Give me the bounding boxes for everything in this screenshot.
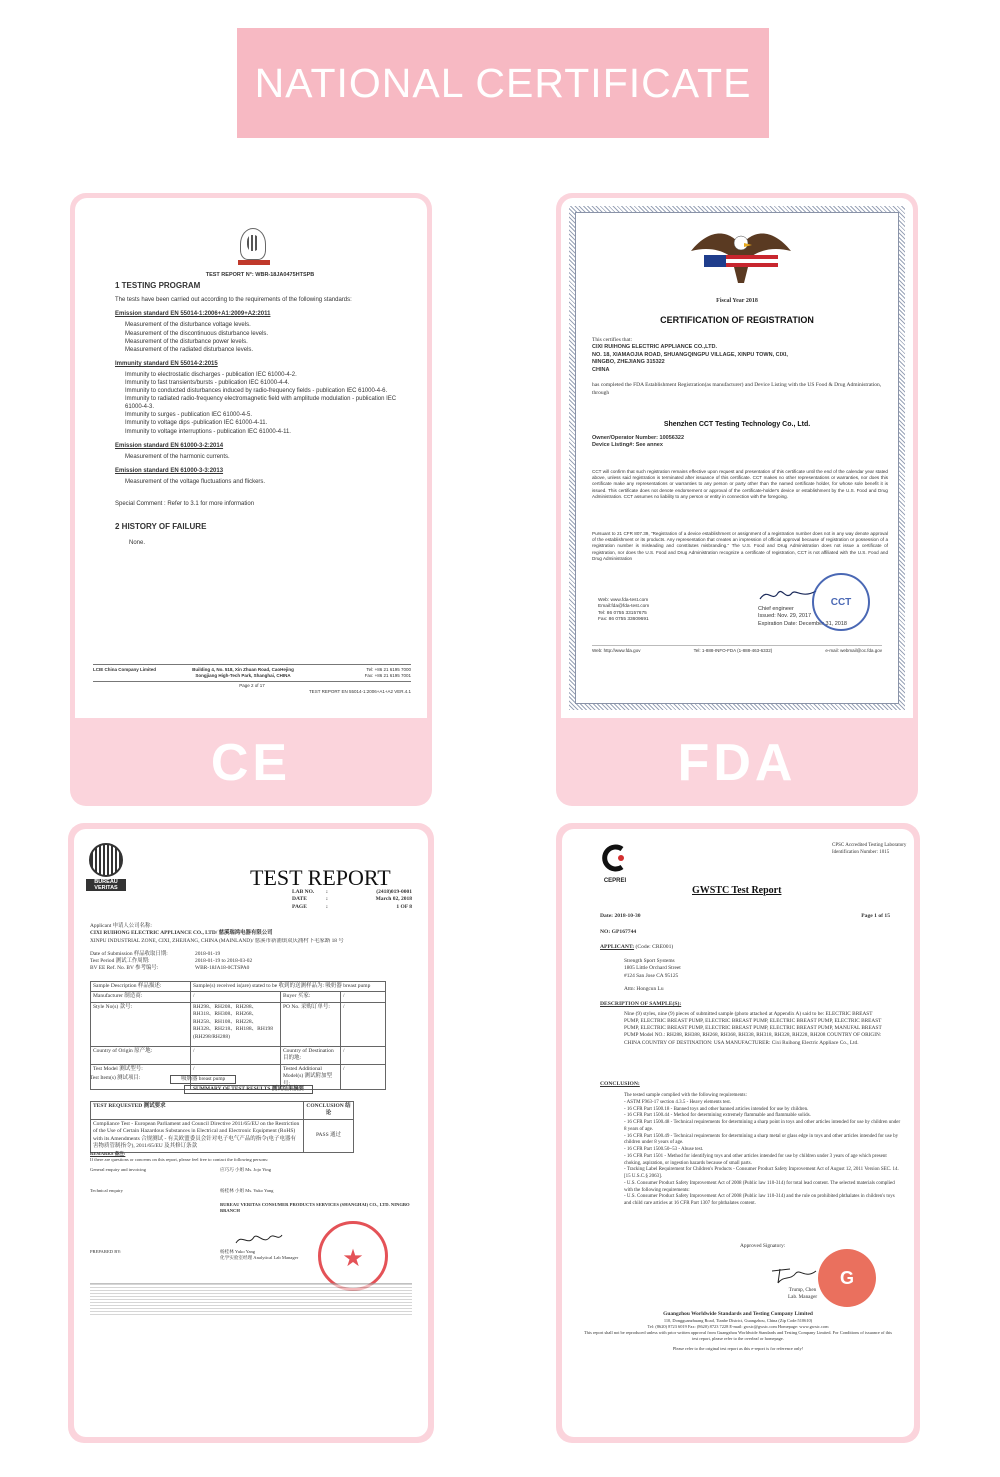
ce-footer-tel: Tel: +86 21 6195 7000 [366,667,411,672]
fda-web: Web: www.fda-test.com [598,598,649,603]
list-item: - 16 CFR Part 1500.18 - Banned toys and other banned articles intended for use by children. [624,1106,809,1112]
fda-address-2: NINGBO, ZHEJIANG 315322 [592,359,665,366]
list-item: - 16 CFR Part 1501 - Method for identifying toys and other articles intended for use by children under 3 years of age which present choking, aspiration, or ingestion hazards because of small parts. [624,1153,887,1166]
list-item: Measurement of the discontinuous disturbance levels. [125,330,269,337]
bv-logo-top: BUREAU [86,879,126,885]
ce-footer-ref: TEST REPORT EN 55014-1:2006+A1+A2 VER.4.1 [308,689,411,695]
list-item: Immunity to voltage dips -publication IEC 61000-4-11. [125,420,268,427]
ce-none: None. [129,539,146,546]
gwstc-signature-icon [770,1265,820,1285]
fda-footer-tel: Tel: 1-888-INFO-FDA (1-888-463-6332) [693,648,773,653]
bv-items-label: Test Item(s) 测试项目: [90,1075,141,1081]
ce-std2-list [125,371,405,436]
ce-report-no: TEST REPORT N°: WBR-18JA0475HTSPB [205,272,315,278]
ce-footer-fax: Fax: +86 21 6195 7001 [364,673,411,679]
fda-email: Email:fda@fda-test.com [598,604,650,610]
ce-intro: The tests have been carried out according to the requirements of the following standards: [115,297,352,304]
gwstc-accredited: CPSC Accredited Testing Laboratory Identification Number: 1015 [832,843,907,855]
bv-summary: SUMMARY OF TEST RESULTS 测试结果摘要 [184,1085,313,1094]
bv-footer-fineprint [90,1283,412,1317]
bv-prepared: PREPARED BY: [90,1249,122,1254]
bv-general: General enquiry and invoicing [90,1167,146,1173]
gwstc-conclusion: The tested sample complied with the following requirements: - ASTM F963-17 section 4.3.5 - Heavy elements test. - 16 CFR Part 1500.18 - Banned toys and other banned articles intended for use by children. - 16 CFR Part 1500.44 - Method for determining extremely flammable and flammable solids. - 16 CFR Part 1500.48 - Technical requirements for determining a sharp point in toys and other articles intended for use by children under 8 years of age. - 16 CFR Part 1500.49 - Technical requirements for determining a sharp metal or glass edge in toys and other articles intended for use by children under 8 years of age. - 16 CFR Part 1500.50~53 - Abuse test. - 16 CFR Part 1501 - Method for identifying toys and other articles intended for use by children under 3 years of age which present choking, aspiration, or ingestion hazards because of small parts. - Tracking Label Requirement for Children's Products - Consumer Product Safety Improvement Act of August 12, 2011 Version SEC. 14. [15 U.S.C.§ 2063]. - U.S. Consumer Product Safety Improvement Act of 2008 (Public law 110-314) for total lead content. The selected materials complied with the following requirements: - U.S. Consumer Product Safety Improvement Act of 2008 (Public law 110-314) and the rule on prohibited phthalates in children's toys and child care articles at 16 CFR Part 1307 for phthalates content. [624,1093,901,1206]
ce-footer-page: Page 2 of 17 [239,683,265,689]
list-item: Immunity to electrostatic discharges - publication IEC 61000-4-2. [125,371,297,378]
ceprei-logo-text: CEPREI [603,878,627,884]
gwstc-desc: Nine (9) styles, nine (9) pieces of submitted sample (photo attached at Appendix A) said to be: ELECTRIC BREAST PUMP, ELECTRIC BREAST PUMP, ELECTRIC BREAST PUMP, ELECTRIC BREAST PUMP, ELECTRIC BREAST PUMP, ELECTRIC BREAST PUMP, ELECTRIC BREAST PUMP, ELECTRIC BREAST PUMP, MANUFAL BREAST PUMP Model NO.: RH288, RH388, RH268, RH368, RH338, RH318, RH328, RH228, RH208 COUNTRY OF ORIGIN: CHINA COUNTRY OF DESTINATION: USA MANUFACTURER: Cixi Ruihong Electric Appliace Co., Ltd. [624,1011,882,1046]
gwstc-page: Page 1 of 15 [861,913,890,919]
list-item: - 16 CFR Part 1500.50~53 - Abuse test. [624,1147,704,1152]
bv-ref: WBR-18JA18-0CTSPA0 [195,965,250,972]
bv-document: BUREAU VERITAS TEST REPORT LAB NO. : (2418)019-0001 DATE : March 02, 2018 PAGE : 1 OF 8 Applicant 申请人公司名称: CIXI RUIHONG ELECTRIC APPLIANCE CO., LTD/ 慈溪瑞鸿电器有限公司 XINPU INDUSTRIAL ZONE, CIXI, ZHEJIANG, CHINA (MAINLAND)/ 慈溪市新浦镇双庆浦村下毛家路 18 号 Date of Submission 样品收取日期: 2018-01-19 Test Period 测试工作周期: 2018-01-19 to 2018-03-02 BV EE Ref. No. BV 参考编号: WBR-18JA18-0CTSPA0 Sample Description 样品描述: Sample(s) received is(are) stated to be 收到的送测样品为: 吸奶器 breast pump Manufacturer 制造商: / Buyer 买家: / Style No(s) 款号: RH298、RH208、RH288、RH318、RH308、RH268、RH258、RH108、RH228、RH328、RH218、RH188、RH198 (RH298/RH288) PO No. 采购订单号: / Country of Origin 原产地: / Country of Destination 目的地: / Test Model 测试型号: / Tested Additional Model(s) 测试附加型号: / Test Item(s) 测试项目: 吸奶器 breast pump SUMMARY OF TEST RESULTS 测试结果摘要 TEST REQUESTED 测试要求 CONCLUSION 结论 Compliance Test - European Parliament and Council Directive 2011/65/EU on the Restriction of the Use of Certain Hazardous Substances in Electrical and Electronic Equipment (RoHS) with its Amendments 合规测试 - 有关欧盟委员会针对电子电气产品的指令(电子电器有害物质管制指令), 2011/65/EU 及其修订条款 PASS 通过 REMARKS 备注: If there are questions or concerns on this report, please feel free to contact the following persons: General enquiry and invoicing Technical enquiry 应巧巧 小姐 Ms. Jojo Ying 杨桂林 小姐 Ms. Yuko Yang BUREAU VERITAS CONSUMER PRODUCTS SERVICES (SHANGHAI) CO., LTD. NINGBO BRANCH PREPARED BY: 杨桂林 Yuko Yang 化学实验室经理 Analytical Lab Manager ★ [74,829,428,1437]
fda-certificate-card [556,193,918,806]
ce-std4: Emission standard EN 61000-3-3:2013 [115,467,224,474]
list-item: - 16 CFR Part 1500.49 - Technical requirements for determining a sharp metal or glass edge in toys and other articles intended for use by children under 8 years of age. [624,1133,899,1146]
gwstc-stamp: G [818,1249,876,1307]
gwstc-applicant-label: APPLICANT: [600,944,635,950]
fda-footer-mail: e-mail: webmail@oc.fda.gov [825,648,882,653]
fda-owner-number: Owner/Operator Number: 10056322 [592,435,685,441]
fda-issued: Issued: Nov. 29, 2017 [758,613,812,620]
bv-contact-1: 应巧巧 小姐 Ms. Jojo Ying [220,1167,272,1173]
gwstc-footer-note-2: Please refer to the original test report as this e-report is for reference only! [672,1346,804,1352]
cct-stamp [812,573,870,631]
lcie-logo-icon [240,228,266,260]
fda-certifies: This certifies that: [592,337,633,343]
list-item: Measurement of the radiated disturbance levels. [125,346,254,353]
ce-footer [93,664,411,695]
bv-period: 2018-01-19 to 2018-03-02 [195,958,253,965]
fda-contact [598,598,649,624]
list-item: Measurement of the disturbance voltage levels. [125,322,251,329]
gwstc-footer-company: Guangzhou Worldwide Standards and Testing Company Limited [663,1311,813,1317]
bv-applicant: CIXI RUIHONG ELECTRIC APPLIANCE CO., LTD/ 慈溪瑞鸿电器有限公司 [90,930,273,937]
list-item: Measurement of the disturbance power levels. [125,338,248,345]
gwstc-footer-tel: Tel: (8620) 8723 6019 Fax: (8620) 8723 7228 E-mail: gwstc@gwstc.com Homepage: www.gwstc.com [647,1324,829,1330]
list-item: Measurement of the voltage fluctuations and flickers. [125,478,266,485]
fda-signature-icon [758,585,818,605]
bv-results-table: TEST REQUESTED 测试要求 CONCLUSION 结论 Compliance Test - European Parliament and Council Directive 2011/65/EU on the Restriction of the Use of Certain Hazardous Substances in Electrical and Electronic Equipment (RoHS) with its Amendments 合规测试 - 有关欧盟委员会针对电子电气产品的指令(电子电器有害物质管制指令), 2011/65/EU 及其修订条款 PASS 通过 [90,1101,354,1153]
fda-title: CERTIFICATION OF REGISTRATION [660,315,814,325]
fda-document [561,198,913,718]
ce-certificate-card [70,193,432,806]
list-item: - U.S. Consumer Product Safety Improvement Act of 2008 (Public law 110-314) for total lead content. The selected materials complied with the following requirements: [624,1180,895,1193]
gwstc-signer: Trump, Chen [788,1287,817,1293]
list-item: - ASTM F963-17 section 4.3.5 - Heavy elements test. [624,1099,732,1105]
bv-meta: LAB NO. : (2418)019-0001 DATE : March 02, 2018 PAGE : 1 OF 8 [292,889,412,910]
bv-logo-bottom: VERITAS [86,885,126,891]
ce-section-testing: 1 TESTING PROGRAM [115,281,201,291]
fda-device-listing: Device Listing#: See annex [592,442,663,449]
list-item: - 16 CFR Part 1500.44 - Method for determining extremely flammable and flammable solids. [624,1113,811,1119]
gwstc-footer-note-1: This report shall not be reproduced unless with prior written approval from Guangzhou Worldwide Standards and Testing Company Limited. For Conditions of issuance of this test report, please refer to the overleaf or homepage. [583,1330,893,1342]
ce-std2: Immunity standard EN 55014-2:2015 [115,360,218,367]
ce-std1-list [125,321,405,353]
ce-std3: Emission standard EN 61000-3-2:2014 [115,442,224,449]
eagle-flag-icon [686,221,796,291]
list-item: Immunity to surges - publication IEC 61000-4-5. [125,412,253,419]
bv-bureau: BUREAU VERITAS CONSUMER PRODUCTS SERVICES (SHANGHAI) CO., LTD. NINGBO BRANCH [220,1201,410,1213]
bv-submission: 2018-01-19 [195,950,221,957]
gwstc-date: Date: 2018-10-30 [600,913,641,919]
gwstc-approved: Approved Signatory: [740,1243,786,1249]
ce-special-comment: Special Comment : Refer to 3.1 for more information [115,501,255,507]
bv-signer-title: 化学实验室经理 Analytical Lab Manager [220,1255,299,1261]
bv-remarks-text: If there are questions or concerns on this report, please feel free to contact the following persons: [90,1157,269,1163]
gwstc-conclusion-label: CONCLUSION: [600,1081,640,1087]
ceprei-logo-icon [600,843,630,873]
ce-std1: Emission standard EN 55014-1:2006+A1:2009+A2:2011 [115,311,271,318]
list-item: Immunity to fast transients/bursts - publication IEC 61000-4-4. [125,379,290,386]
cct-stamp-label: CCT [830,596,852,608]
fda-signer: Chief engineer [758,606,794,612]
fda-address-1: NO. 18, XIAMAOJIA ROAD, SHUANGQINGPU VILLAGE, XINPU TOWN, CIXI, [592,351,788,358]
list-item: Immunity to voltage interruptions - publication IEC 61000-4-11. [125,428,291,435]
fda-address-3: CHINA [592,366,610,373]
bv-company-stamp: ★ [318,1221,388,1291]
gwstc-applicant: Strength Sport Systems 1805 Little Orchard Street #124 San Jose CA 95125 Attn: Hongcun Lu [624,958,681,992]
fda-footer [592,645,882,654]
gwstc-document [562,829,914,1437]
bv-contact-2: 杨桂林 小姐 Ms. Yuko Yang [220,1187,274,1193]
bv-pass: PASS 通过 [304,1119,354,1152]
list-item: - Tracking Label Requirement for Children's Products - Consumer Product Safety Improvement Act of August 12, 2011 Version SEC. 14. [15 U.S.C.§ 2063]. [624,1167,899,1179]
fda-paragraph-2: Pursuant to 21 CFR 807.39, "Registration of a device establishment or assignment of a registration number does not in any way denote approval of the establishment or its products. Any representation that creates an impression of official approval because of registration or possession of a registration number is misleading and constitutes misbranding." The U.S. Food and Drug Administration does not issue a certificate of registration, nor does the U.S. Food and Drug Administration recognize a certificate of registration, CCT is not affiliated with the U.S. Food and Drug Administration [592,531,888,561]
bv-title: TEST REPORT [250,865,391,890]
gwstc-no: NO: GP167744 [600,929,637,935]
fda-agent: Shenzhen CCT Testing Technology Co., Ltd. [663,421,811,428]
list-item: Immunity to conducted disturbances induced by radio-frequency fields - publication IEC 61000-4-6. [125,388,388,395]
bv-address: XINPU INDUSTRIAL ZONE, CIXI, ZHEJIANG, CHINA (MAINLAND)/ 慈溪市新浦镇双庆浦村下毛家路 18 号 [90,937,344,944]
bv-signer: 杨桂林 Yuko Yang [220,1249,256,1254]
fda-fiscal-year: Fiscal Year 2018 [716,298,758,304]
bv-items: 吸奶器 breast pump [170,1075,236,1084]
gwstc-test-report-card [556,823,920,1443]
list-item: - U.S. Consumer Product Safety Improvement Act of 2008 (Public law 110-314) and the rule on prohibited phthalates in children's toys and child care articles at 16 CFR Part 1307 for phthalates content. [624,1194,895,1206]
list-item: Immunity to radiated radio-frequency electromagnetic field with amplitude modulation - publication IEC 61000-4-3. [125,396,397,411]
fda-completed: has completed the FDA Establishment Registration(as manufacturer) and Device Listing with the US Food & Drug Administration, through [592,382,882,396]
fda-expiration: Expiration Date: December 31, 2018 [758,620,847,627]
bv-logo [86,843,126,891]
ceprei-logo [598,843,632,884]
gwstc-applicant-code: (Code: CRE001) [635,944,674,950]
bv-remarks: REMARKS 备注: [90,1151,126,1156]
ce-section-history: 2 HISTORY OF FAILURE [115,522,207,532]
bv-seal-icon [89,843,123,877]
lcie-logo-bar [238,260,270,265]
bv-test-report-card [68,823,434,1443]
list-item: - 16 CFR Part 1500.48 - Technical requirements for determining a sharp point in toys and other articles intended for use by children under 8 years of age. [624,1120,901,1132]
bv-sample-table: Sample Description 样品描述: Sample(s) received is(are) stated to be 收到的送测样品为: 吸奶器 breast pump Manufacturer 制造商: / Buyer 买家: / Style No(s) 款号: RH298、RH208、RH288、RH318、RH308、RH268、RH258、RH108、RH228、RH328、RH218、RH188、RH198 (RH298/RH288) PO No. 采购订单号: / Country of Origin 原产地: / Country of Destination 目的地: / Test Model 测试型号: / Tested Additional Model(s) 测试附加型号: / [90,981,386,1090]
gwstc-footer [582,1311,894,1352]
fda-tel: Tel: 86 0755 33157675 [598,610,647,616]
banner-title: NATIONAL CERTIFICATE [254,59,752,106]
gwstc-desc-label: DESCRIPTION OF SAMPLE(S): [600,1001,682,1007]
gwstc-signer-title: Lab. Manager [788,1294,818,1301]
gwstc-footer-addr: 110, Dongguanzhuang Road, Tianhe District, Guangzhou, China (Zip Code:510610) [663,1318,813,1324]
fda-fax: Fax: 86 0755 33609691 [598,617,649,623]
bv-technical: Technical enquiry [90,1187,123,1193]
ce-label: CE [210,734,292,792]
fda-label: FDA [677,734,797,792]
fda-footer-web: Web: http://www.fda.gov [592,648,641,653]
list-item: Measurement of the harmonic currents. [125,453,230,460]
bv-signature-icon [234,1231,284,1249]
page-banner [237,28,769,138]
gwstc-title: GWSTC Test Report [692,885,782,896]
fda-paragraph-1: CCT will confirm that such registration remains effective upon request and presentation of this certificate until the end of the calendar year stated above, unless said registration is terminated after issuance of this certificate. CCT makes no other representations or warranties, nor does this certificate make any representations or warranties to any person or party other than the named certificate holder, for whose sole benefit it is issued. This certificate does not denote endorsement or approval of the certificate-holder's device or establishment by the U.S. Food and Drug Administration. CCT assumes no liability to any person or entity in connection with the foregoing. [592,469,888,499]
fda-company: CIXI RUIHONG ELECTRIC APPLIANCE CO.,LTD. [592,344,717,351]
ce-footer-address: Building 4, No. 518, Xin Zhuan Road, CaoHejing Songjiang High-Tech Park, Shanghai, CHINA [192,667,294,679]
bv-applicant-label: Applicant 申请人公司名称: [90,923,152,929]
ce-document [75,198,427,718]
ce-footer-company: LCIE China Company Limited [93,667,157,672]
